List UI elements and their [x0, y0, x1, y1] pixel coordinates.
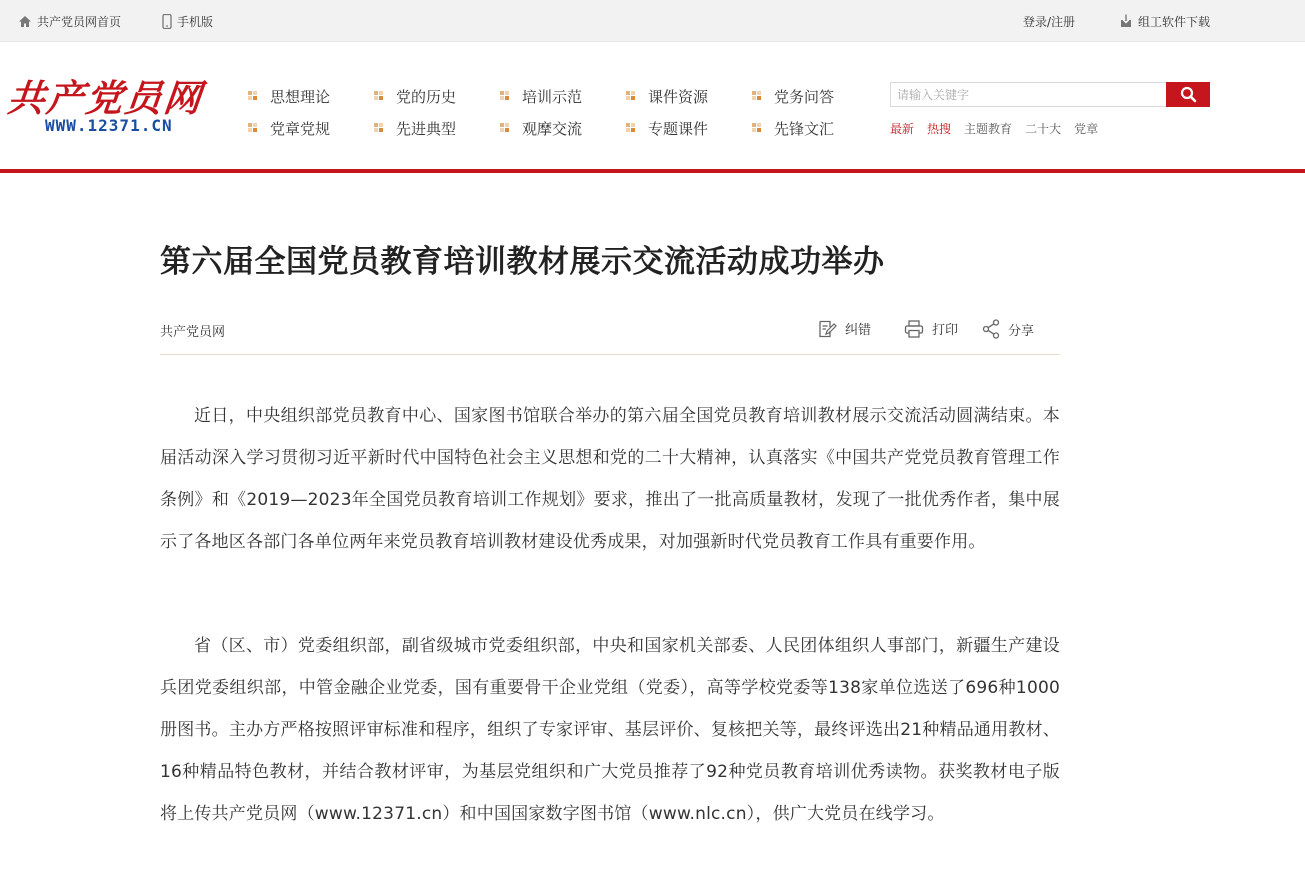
- nav-item-label: 党的历史: [396, 87, 457, 106]
- hotword-link[interactable]: 党章: [1074, 122, 1099, 136]
- search-button[interactable]: [1166, 82, 1210, 107]
- search-box: [890, 82, 1210, 107]
- nav-item-label: 党务问答: [774, 87, 835, 106]
- top-bar: [0, 0, 1305, 42]
- download-icon: [1119, 14, 1133, 28]
- share-button[interactable]: [982, 319, 1034, 339]
- site-logo[interactable]: [5, 68, 218, 138]
- mobile-link-label: 手机版: [177, 14, 214, 29]
- print-button-label: 打印: [932, 323, 959, 338]
- nav-item-label: 专题课件: [648, 119, 709, 138]
- login-link[interactable]: [1023, 13, 1075, 29]
- nav-item-regulations[interactable]: [248, 118, 330, 138]
- nav-item-label: 先锋文汇: [774, 119, 835, 138]
- nav-item-literature[interactable]: [752, 118, 834, 138]
- logo-title: 共产党员网: [5, 76, 205, 120]
- share-icon: [982, 319, 1000, 339]
- bullet-icon: [626, 123, 636, 133]
- home-icon: [18, 15, 32, 28]
- bullet-icon: [752, 123, 762, 133]
- nav-item-label: 培训示范: [522, 87, 583, 106]
- correct-button[interactable]: [818, 319, 871, 338]
- bullet-icon: [626, 91, 636, 101]
- print-button[interactable]: [904, 319, 958, 338]
- site-header: [0, 42, 1305, 170]
- home-link[interactable]: [18, 13, 121, 29]
- nav-item-label: 先进典型: [396, 119, 457, 138]
- nav-item-models[interactable]: [374, 118, 456, 138]
- nav-item-exchange[interactable]: [500, 118, 582, 138]
- download-link-label: 组工软件下载: [1138, 14, 1211, 29]
- printer-icon: [904, 320, 924, 338]
- login-link-label: 登录/注册: [1023, 14, 1076, 29]
- hotword-link[interactable]: 二十大: [1025, 122, 1062, 136]
- nav-item-history[interactable]: [374, 86, 456, 106]
- logo-url: WWW.12371.CN: [45, 116, 173, 135]
- hot-keywords: [890, 120, 1111, 137]
- edit-icon: [818, 320, 837, 338]
- download-link[interactable]: [1119, 13, 1210, 29]
- nav-item-label: 党章党规: [270, 119, 331, 138]
- search-icon: [1180, 86, 1197, 103]
- bullet-icon: [248, 123, 258, 133]
- nav-item-label: 观摩交流: [522, 119, 583, 138]
- nav-item-theory[interactable]: [248, 86, 330, 106]
- nav-item-courseware[interactable]: [626, 86, 708, 106]
- search-input[interactable]: [890, 82, 1166, 107]
- hotword-link[interactable]: 主题教育: [964, 122, 1013, 136]
- phone-icon: [162, 14, 172, 29]
- nav-item-qa[interactable]: [752, 86, 834, 106]
- mobile-link[interactable]: [162, 13, 213, 29]
- nav-item-label: 课件资源: [648, 87, 709, 106]
- article-paragraph: 近日，中央组织部党员教育中心、国家图书馆联合举办的第六届全国党员教育培训教材展示交流活动圆满结束。本届活动深入学习贯彻习近平新时代中国特色社会主义思想和党的二十大精神，认真落实《中国共产党党员教育管理工作条例》和《2019—2023年全国党员教育培训工作规划》要求，推出了一批高质量教材，发现了一批优秀作者，集中展示了各地区各部门各单位两年来党员教育培训教材建设优秀成果，对加强新时代党员教育工作具有重要作用。: [160, 406, 1060, 552]
- bullet-icon: [500, 91, 510, 101]
- bullet-icon: [374, 91, 384, 101]
- article-title: 第六届全国党员教育培训教材展示交流活动成功举办: [160, 244, 885, 280]
- nav-item-special-courseware[interactable]: [626, 118, 708, 138]
- nav-item-label: 思想理论: [270, 87, 331, 106]
- article-paragraph: 省（区、市）党委组织部，副省级城市党委组织部，中央和国家机关部委、人民团体组织人事部门，新疆生产建设兵团党委组织部，中管金融企业党委，国有重要骨干企业党组（党委），高等学校党委等138家单位选送了696种1000册图书。主办方严格按照评审标准和程序，组织了专家评审、基层评价、复核把关等，最终评选出21种精品通用教材、16种精品特色教材，并结合教材评审，为基层党组织和广大党员推荐了92种党员教育培训优秀读物。获奖教材电子版将上传共产党员网（www.12371.cn）和中国国家数字图书馆（www.nlc.cn），供广大党员在线学习。: [160, 636, 1060, 824]
- article-meta: [160, 311, 1060, 355]
- hotword-link[interactable]: 最新: [890, 122, 915, 136]
- bullet-icon: [374, 123, 384, 133]
- nav-item-training[interactable]: [500, 86, 582, 106]
- correct-button-label: 纠错: [845, 323, 872, 338]
- home-link-label: 共产党员网首页: [37, 14, 122, 29]
- share-button-label: 分享: [1008, 323, 1035, 339]
- bullet-icon: [500, 123, 510, 133]
- hotword-link[interactable]: 热搜: [927, 122, 952, 136]
- bullet-icon: [752, 91, 762, 101]
- header-divider: [0, 169, 1305, 173]
- article-source: 共产党员网: [160, 325, 226, 340]
- bullet-icon: [248, 91, 258, 101]
